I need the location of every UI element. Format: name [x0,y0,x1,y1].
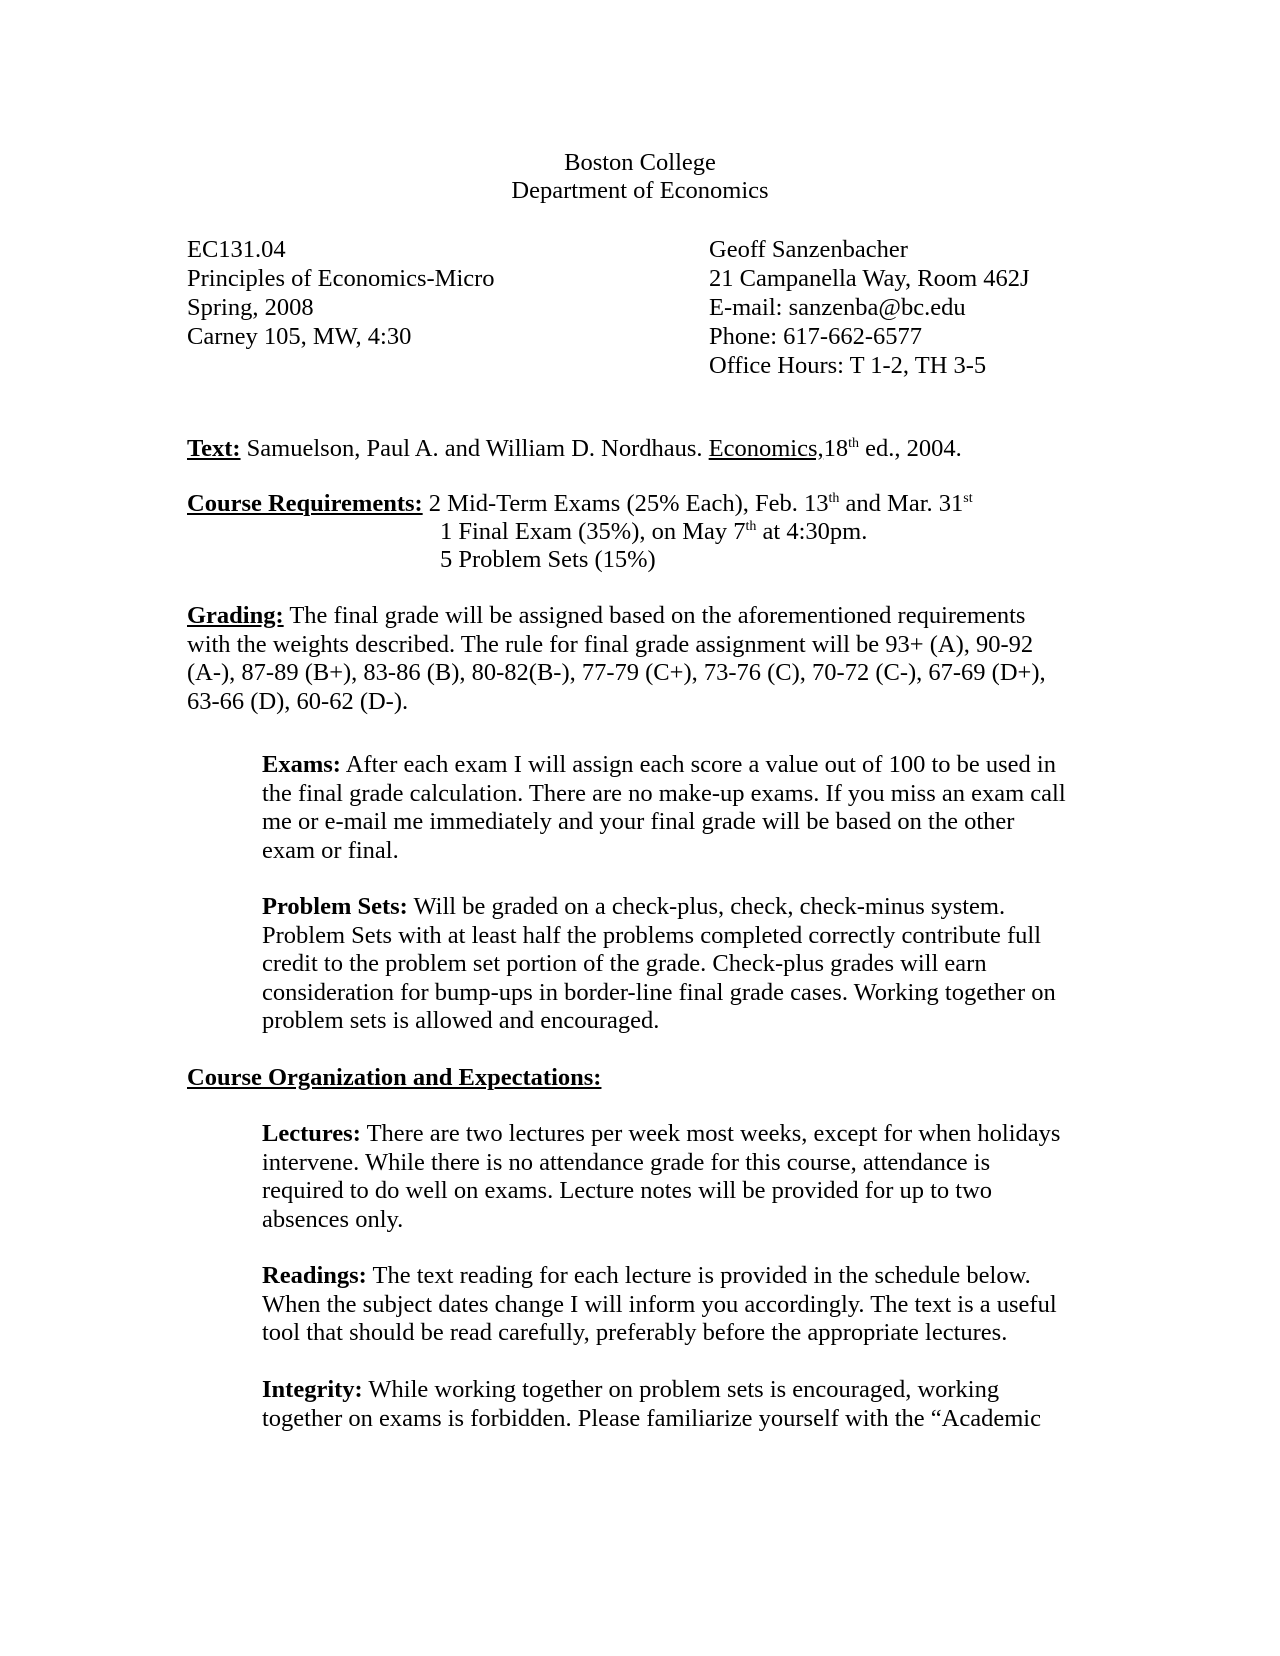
instructor-office-hours: Office Hours: T 1-2, TH 3-5 [709,352,987,379]
text-book-title: Economics, [708,435,824,462]
exams-line1: After each exam I will assign each score a value out of 100 to be used in [345,751,1056,778]
readings-label: Readings: [262,1262,367,1289]
exams-line4: exam or final. [262,836,399,864]
grading-line4: 63-66 (D), 60-62 (D-). [187,687,409,715]
grading-label: Grading: [187,602,284,629]
instructor-address: 21 Campanella Way, Room 462J [709,265,1030,292]
requirements-line1-a: 2 Mid-Term Exams (25% Each), Feb. 13 [428,490,829,517]
course-term: Spring, 2008 [187,294,314,321]
text-edition-num: 18 [823,435,849,462]
integrity-section [262,1376,1092,1433]
department-name: Department of Economics [511,177,769,204]
exams-line3: me or e-mail me immediately and your final grade will be based on the other [262,808,1015,835]
grading-section [187,602,1087,716]
lectures-section [262,1120,1092,1234]
instructor-name: Geoff Sanzenbacher [709,236,908,263]
organization-section [187,1064,1087,1093]
text-edition-sup: th [848,436,860,451]
text-edition-rest: ed., 2004. [865,435,962,462]
institution-name: Boston College [564,149,716,176]
instructor-phone: Phone: 617-662-6577 [709,323,922,350]
problem-sets-section [262,893,1092,1036]
instructor-email: E-mail: sanzenba@bc.edu [709,294,966,321]
requirements-line1-b: and Mar. 31 [845,490,964,517]
integrity-line2: together on exams is forbidden. Please familiarize yourself with the “Academic [262,1404,1041,1432]
requirements-label: Course Requirements: [187,490,423,517]
readings-line3: tool that should be read carefully, preferably before the appropriate lectures. [262,1319,1008,1346]
grading-line1: The final grade will be assigned based on the aforementioned requirements [289,602,1026,629]
readings-section [262,1262,1092,1348]
problem-sets-line5: problem sets is allowed and encouraged. [262,1007,660,1034]
exams-label: Exams: [262,751,341,778]
requirements-line1-sup1: th [828,491,840,506]
lectures-line3: required to do well on exams. Lecture notes will be provided for up to two [262,1177,993,1204]
grading-line2: with the weights described. The rule for final grade assignment will be 93+ (A), 90-92 [187,630,1034,658]
requirements-line1-sup2: st [963,491,973,506]
requirements-line2-sup: th [745,519,757,534]
course-title: Principles of Economics-Micro [187,265,495,292]
lectures-line4: absences only. [262,1205,404,1233]
requirements-section [187,490,1087,519]
readings-line2: When the subject dates change I will inform you accordingly. The text is a useful [262,1290,1057,1318]
lectures-label: Lectures: [262,1120,361,1147]
problem-sets-line2: Problem Sets with at least half the problems completed correctly contribute full [262,921,1042,949]
text-label: Text: [187,435,241,462]
problem-sets-line4: consideration for bump-ups in border-line final grade cases. Working together on [262,978,1056,1006]
requirements-line2 [440,518,867,547]
instructor-info [709,236,1030,381]
exams-section [262,751,1092,865]
organization-heading: Course Organization and Expectations: [187,1064,602,1091]
course-info [187,236,495,352]
text-authors: Samuelson, Paul A. and William D. Nordhaus. [246,435,703,462]
problem-sets-label: Problem Sets: [262,893,408,920]
integrity-label: Integrity: [262,1376,363,1403]
lectures-line2: intervene. While there is no attendance grade for this course, attendance is [262,1148,991,1176]
course-code: EC131.04 [187,236,286,263]
problem-sets-line1: Will be graded on a check-plus, check, check-minus system. [413,893,1006,920]
requirements-line2-b: at 4:30pm. [762,518,868,545]
problem-sets-line3: credit to the problem set portion of the grade. Check-plus grades will earn [262,950,987,977]
lectures-line1: There are two lectures per week most weeks, except for when holidays [366,1120,1061,1147]
requirements-line2-a: 1 Final Exam (35%), on May 7 [440,518,746,545]
readings-line1: The text reading for each lecture is provided in the schedule below. [372,1262,1031,1289]
exams-line2: the final grade calculation. There are no make-up exams. If you miss an exam call [262,779,1066,807]
integrity-line1: While working together on problem sets is encouraged, working [368,1376,1000,1403]
course-location: Carney 105, MW, 4:30 [187,323,412,350]
requirements-line3: 5 Problem Sets (15%) [440,546,656,573]
grading-line3: (A-), 87-89 (B+), 83-86 (B), 80-82(B-), 77-79 (C+), 73-76 (C), 70-72 (C-), 67-69 (D+), [187,659,1046,686]
text-section [187,435,1087,464]
